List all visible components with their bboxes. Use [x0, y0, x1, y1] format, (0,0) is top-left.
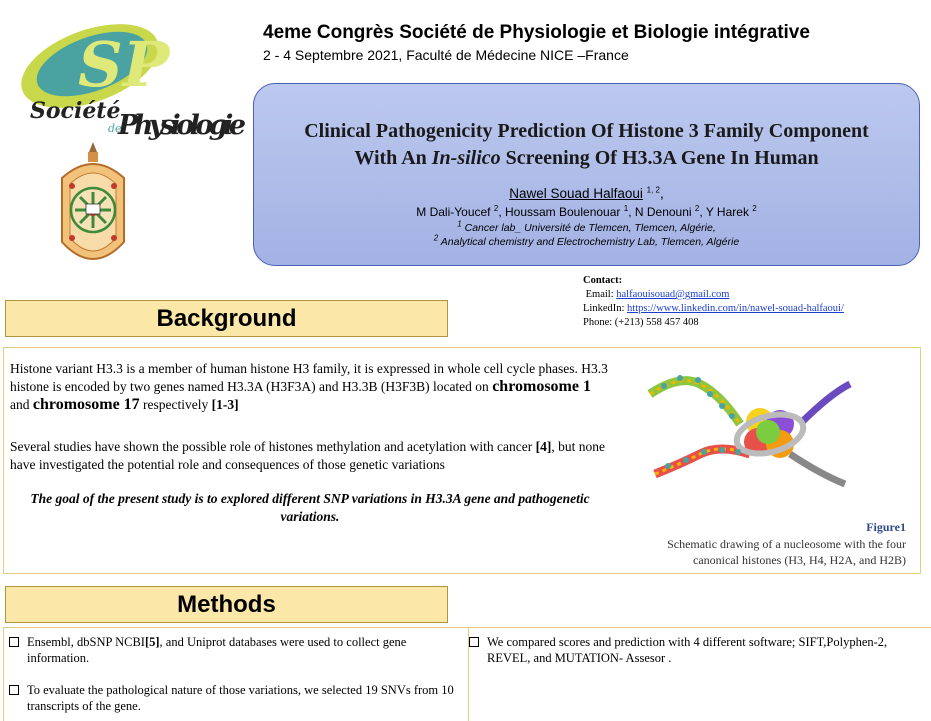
conference-title: 4eme Congrès Société de Physiologie et Biologie intégrative — [263, 22, 810, 43]
methods-bullet-3: We compared scores and prediction with 4 different software; SIFT,Polyphen-2, REVEL, and MUTATION- Assesor . — [468, 634, 928, 666]
methods-heading: Methods — [5, 586, 448, 623]
logo-initials: SP — [78, 28, 170, 101]
background-heading: Background — [5, 300, 448, 337]
contact-label: Contact: — [583, 275, 623, 286]
logo-physiologie: Physiologie — [118, 110, 246, 141]
background-section — [3, 347, 921, 574]
figure-label: Figure1 — [866, 520, 906, 534]
societe-physiologie-logo — [12, 14, 252, 144]
methods-bullet-2: To evaluate the pathological nature of those variations, we selected 19 SNVs from 10 transcripts of the gene. — [8, 682, 468, 714]
study-goal: The goal of the present study is to explored different SNP variations in H3.3A gene and pathogenetic variations. — [30, 491, 590, 524]
affiliation-1: $^1$ Cancer lab_ Université de Tlemcen, Tlemcen, Algérie, — [457, 219, 716, 234]
poster-title-box — [253, 83, 920, 266]
poster-title-line2: With An In-silico Screening Of H3.3A Gene In Human — [354, 147, 819, 169]
linkedin-link[interactable]: https://www.linkedin.com/in/nawel-souad-halfaoui/ — [627, 303, 844, 314]
nucleosome-figure — [640, 354, 860, 504]
checkbox-bullet-icon — [469, 637, 479, 647]
main-author: Nawel Souad Halfaoui $^{1, 2}$, — [509, 185, 664, 201]
affiliation-2: $^2$ Analytical chemistry and Electrochemistry Lab, Tlemcen, Algérie — [433, 233, 740, 248]
email-link[interactable]: halfaouisouad@gmail.com — [616, 289, 730, 300]
figure-caption: Schematic drawing of a nucleosome with the four canonical histones (H3, H4, H2A, and H2B) — [667, 537, 906, 567]
university-seal — [50, 138, 136, 278]
conference-subtitle: 2 - 4 Septembre 2021, Faculté de Médecine NICE –France — [263, 47, 629, 63]
methods-bullet-1: Ensembl, dbSNP NCBI[5], and Uniprot databases were used to collect gene information. — [8, 634, 468, 666]
checkbox-bullet-icon — [9, 637, 19, 647]
poster-title-line1: Clinical Pathogenicity Prediction Of Histone 3 Family Component — [304, 120, 869, 142]
background-paragraph-2: Several studies have shown the possible role of histones methylation and acetylation with cancer [4], but none have investigated the potential role and consequences of those genetic variations — [10, 439, 605, 472]
logo-de: de — [108, 122, 122, 135]
checkbox-bullet-icon — [9, 685, 19, 695]
coauthors: M Dali-Youcef $^2$, Houssam Boulenouar $^1$, N Denouni $^2$, Y Harek $^2$ — [416, 204, 757, 219]
logo-societe: Société — [30, 98, 121, 124]
contact-phone: Phone: (+213) 558 457 408 — [583, 317, 699, 328]
contact-block: Contact: Email: halfaouisouad@gmail.com LinkedIn: https://www.linkedin.com/in/nawel-souad-halfaoui/ Phone: (+213) 558 457 408 — [583, 275, 844, 328]
background-paragraph-1: Histone variant H3.3 is a member of human histone H3 family, it is expressed in whole cell cycle phases. H3.3 histone is encoded by two genes named H3.3A (H3F3A) and H3.3B (H3F3B) located on chromosome 1 and chromosome 17 respectively [1-3] — [10, 361, 608, 413]
